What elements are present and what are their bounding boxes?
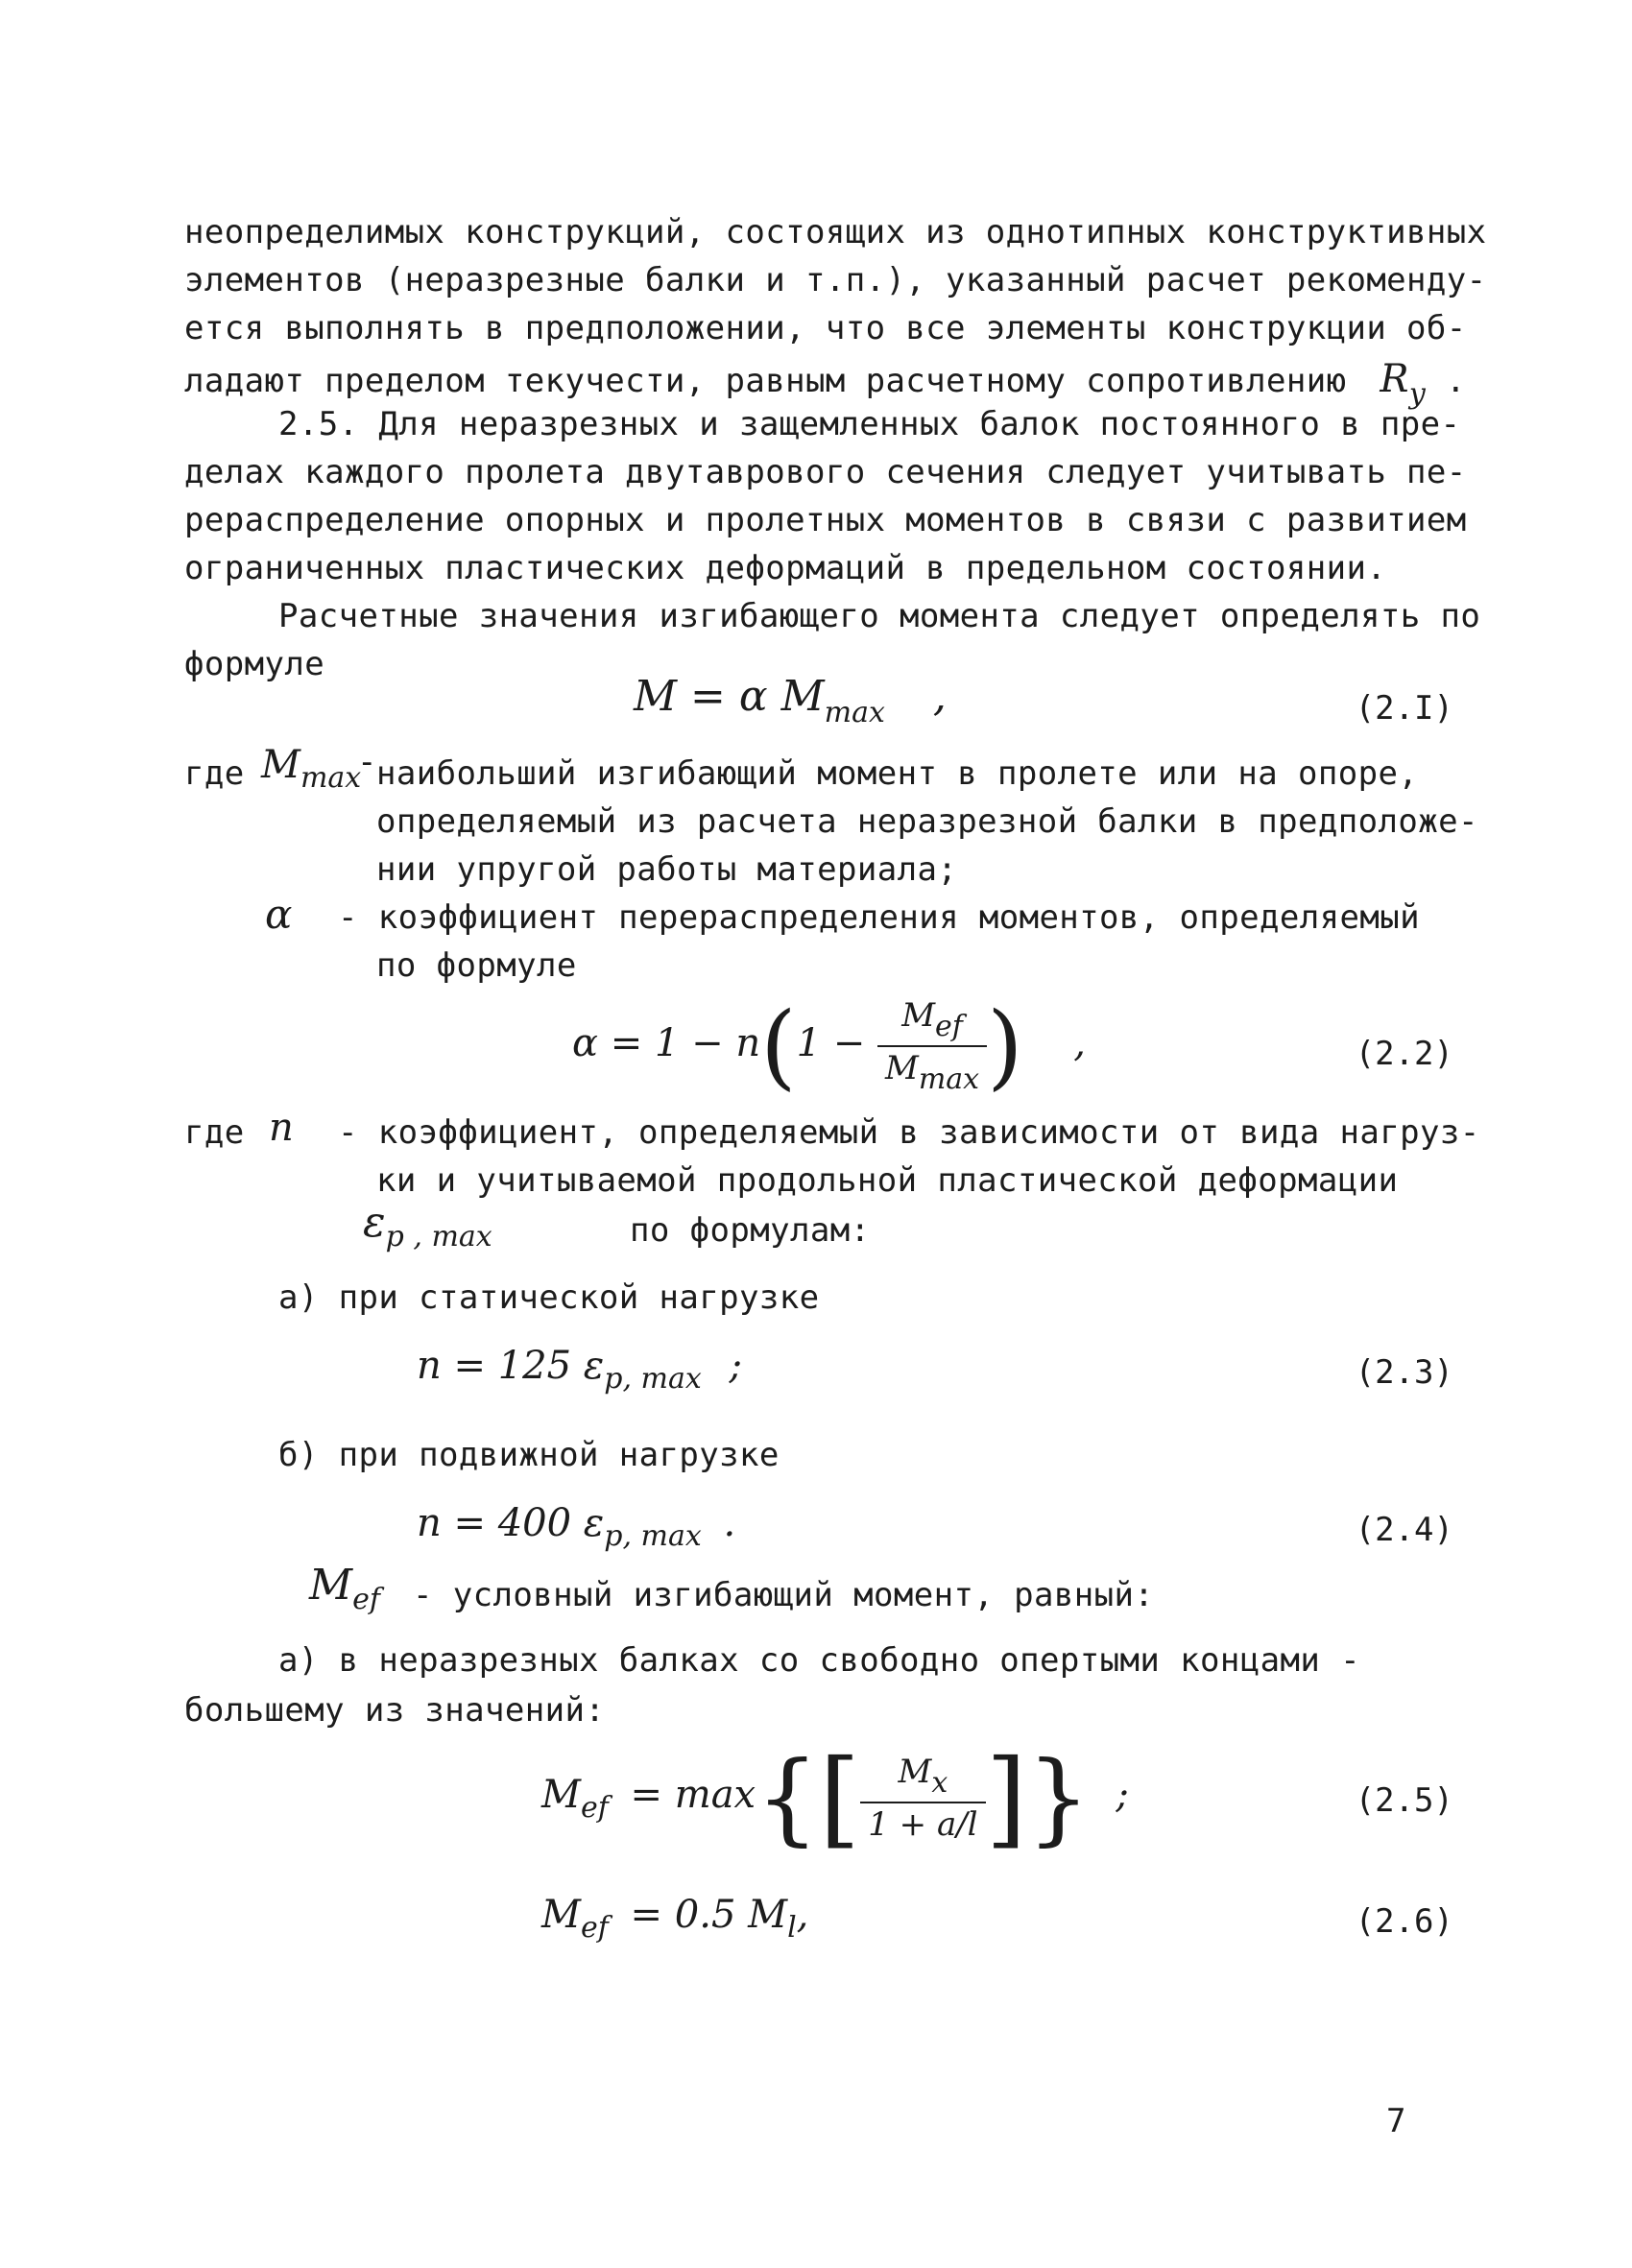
equation-tail: ,: [932, 672, 947, 721]
equation-eq-max: = max: [630, 1773, 756, 1817]
symbol-ry: [1380, 357, 1427, 411]
text-line: рераспределение опорных и пролетных моментов в связи с развитием: [184, 501, 1467, 539]
text-line: ки и учитываемой продольной пластической деформации: [376, 1161, 1399, 1200]
left-bracket: [: [819, 1736, 861, 1859]
frac-num-sub: ef: [935, 1010, 963, 1043]
symbol-sub-max: max: [300, 761, 362, 795]
text-line: - условный изгибающий момент, равный:: [413, 1576, 1155, 1614]
equation-lhs: n = 125 ε: [417, 1344, 605, 1388]
equation-lhs: M: [541, 1893, 581, 1937]
symbol-mef: [309, 1561, 380, 1616]
fraction-numerator: [860, 1753, 985, 1803]
fraction: [877, 996, 987, 1096]
frac-den-sub: max: [918, 1062, 980, 1096]
symbol-eps-pmax: [363, 1198, 492, 1253]
text-line: определяемый из расчета неразрезной балки в предположе-: [376, 802, 1478, 841]
text-line: большему из значений:: [184, 1691, 606, 1730]
where-label: где: [184, 1113, 245, 1152]
text-line-body: ладают пределом текучести, равным расчетному сопротивлению: [184, 362, 1347, 400]
text-line: 2.5. Для неразрезных и защемленных балок постоянного в пре-: [278, 405, 1461, 443]
text-line: [184, 357, 1466, 411]
symbol-r: R: [1380, 357, 1409, 401]
symbol-m: M: [261, 743, 300, 787]
equation-lhs-sub: ef: [580, 1911, 609, 1945]
equation-tail: ,: [1073, 1021, 1086, 1065]
equation-number: (2.4): [1355, 1511, 1453, 1549]
equation-2-2: [572, 992, 1086, 1100]
equation-tail: .: [723, 1501, 736, 1545]
equation-rhs-sub: l: [787, 1911, 797, 1945]
where-label: где: [184, 754, 245, 793]
equation-2-5: [541, 1736, 1129, 1859]
equation-number: (2.I): [1355, 689, 1453, 728]
equation-tail: ;: [729, 1344, 742, 1388]
text-line: - коэффициент, определяемый в зависимости от вида нагруз-: [338, 1113, 1480, 1152]
equation-2-3: [417, 1344, 742, 1396]
symbol-alpha: α: [265, 891, 293, 938]
equation-number: (2.6): [1355, 1902, 1453, 1941]
equation-number: (2.3): [1355, 1353, 1453, 1392]
equation-2-1: [634, 672, 947, 729]
text-line: ограниченных пластических деформаций в предельном состоянии.: [184, 549, 1387, 587]
text-line: - коэффициент перераспределения моментов, определяемый: [338, 898, 1420, 937]
symbol-sub-pmax: p , max: [385, 1220, 492, 1253]
symbol-n: n: [269, 1106, 294, 1150]
equation-sub: p, max: [604, 1519, 702, 1553]
text-line: наибольший изгибающий момент в пролете или на опоре,: [376, 754, 1419, 793]
right-brace: }: [1026, 1739, 1091, 1856]
text-line: неопределимых конструкций, состоящих из однотипных конструктивных: [184, 213, 1487, 251]
symbol-sub-y: y: [1408, 377, 1427, 411]
text-line: по формуле: [376, 946, 577, 985]
text-line: элементов (неразрезные балки и т.п.), указанный расчет рекоменду-: [184, 261, 1487, 299]
equation-tail: ,: [796, 1893, 809, 1937]
equation-lhs: n = 400 ε: [417, 1501, 605, 1545]
frac-den-m: M: [884, 1049, 919, 1087]
equation-lhs: α = 1 − n: [572, 1021, 761, 1065]
symbol-eps: ε: [363, 1198, 386, 1247]
equation-2-6: [541, 1893, 808, 1945]
text-line: Расчетные значения изгибающего момента следует определять по: [278, 597, 1481, 635]
equation-rhs: = 0.5 M: [630, 1893, 788, 1937]
symbol-m: M: [309, 1561, 353, 1610]
left-paren: (: [760, 992, 797, 1100]
text-line: а) в неразрезных балках со свободно опертыми концами -: [278, 1641, 1360, 1680]
frac-num-m: M: [898, 1752, 932, 1791]
equation-sub: max: [824, 696, 885, 729]
text-line: делах каждого пролета двутаврового сечения следует учитывать пе-: [184, 453, 1467, 491]
fraction: [860, 1753, 985, 1844]
right-bracket: ]: [985, 1736, 1027, 1859]
period: .: [1446, 362, 1466, 400]
equation-number: (2.5): [1355, 1781, 1453, 1820]
frac-num-m: M: [901, 996, 936, 1035]
text-line: нии упругой работы материала;: [376, 850, 958, 889]
right-paren: ): [987, 992, 1023, 1100]
equation-tail: ;: [1116, 1773, 1129, 1817]
text-line: ется выполнять в предположении, что все элементы конструкции об-: [184, 309, 1467, 347]
equation-sub: p, max: [604, 1362, 702, 1396]
text-line: по формулам:: [630, 1211, 871, 1250]
equation-lhs: M = α M: [634, 672, 825, 721]
symbol-mmax: [261, 743, 361, 795]
equation-one-minus: 1 −: [796, 1021, 866, 1065]
equation-number: (2.2): [1355, 1035, 1453, 1073]
text-line: а) при статической нагрузке: [278, 1278, 820, 1317]
page-number: 7: [1386, 2102, 1406, 2140]
fraction-denominator: 1 + a/l: [868, 1804, 978, 1844]
text-line: б) при подвижной нагрузке: [278, 1436, 780, 1474]
equation-lhs: M: [541, 1773, 581, 1817]
fraction-numerator: [877, 996, 987, 1047]
symbol-sub-ef: ef: [352, 1583, 380, 1616]
left-brace: {: [756, 1739, 820, 1856]
fraction-denominator: [877, 1047, 987, 1096]
equation-lhs-sub: ef: [580, 1791, 609, 1825]
equation-2-4: [417, 1501, 735, 1553]
frac-num-sub: x: [931, 1765, 948, 1800]
text-line: формуле: [184, 645, 325, 683]
dash: -: [357, 743, 377, 781]
